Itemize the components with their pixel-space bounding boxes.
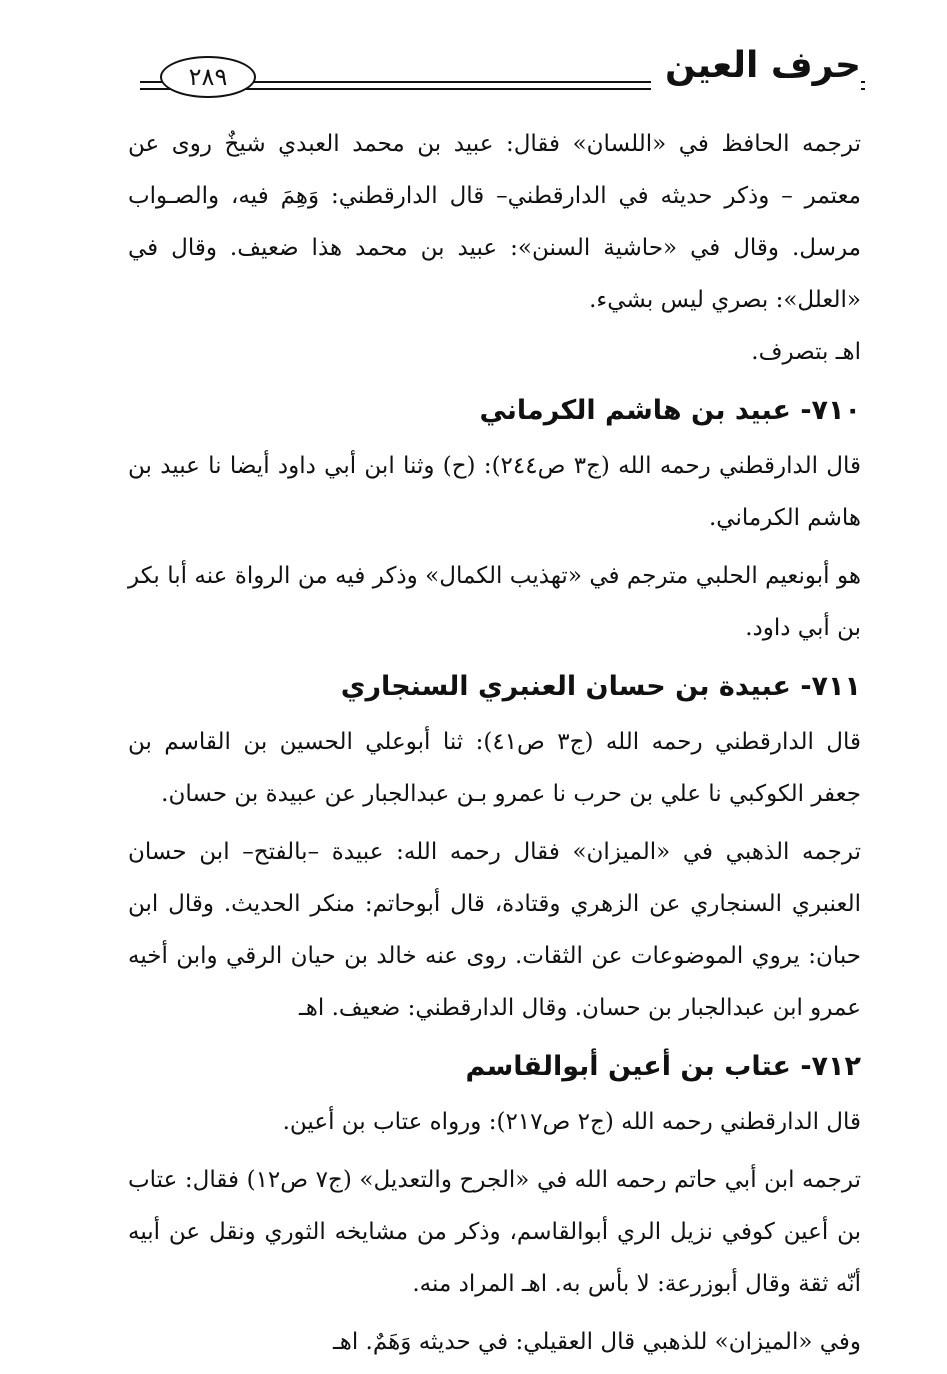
page-header (0, 0, 947, 112)
running-title: حرف العين (651, 42, 861, 90)
paragraph: قال الدارقطني رحمه الله (ج٣ ص٢٤٤): (ح) وثنا ابن أبي داود أيضا نا عبيد بن هاشم الكرماني. (128, 453, 861, 531)
paragraph: ترجمه ابن أبي حاتم رحمه الله في «الجرح والتعديل» (ج٧ ص١٢) فقال: عتاب بن أعين كوفي نزيل الري أبوالقاسم، وذكر من مشايخه الثوري ونقل عن أبيه أنّه ثقة وقال أبوزرعة: لا بأس به. اهـ المراد منه. (128, 1167, 861, 1297)
paragraph: هو أبونعيم الحلبي مترجم في «تهذيب الكمال» وذكر فيه من الرواة عنه أبا بكر بن أبي داود. (128, 563, 861, 641)
paragraph: وفي «الميزان» للذهبي قال العقيلي: في حديثه وَهَمٌ. اهـ (332, 1329, 861, 1355)
paragraph: اهـ بتصرف. (751, 339, 861, 365)
page-body (128, 118, 861, 1374)
paragraph: ترجمه الذهبي في «الميزان» فقال رحمه الله: عبيدة –بالفتح– ابن حسان العنبري السنجاري عن الزهري وقتادة، قال أبوحاتم: منكر الحديث. وقال ابن حبان: يروي الموضوعات عن الثقات. روى عنه خالد بن حيان الرقي وابن أخيه عمرو ابن عبدالجبار بن حسان. وقال الدارقطني: ضعيف. اهـ (128, 839, 861, 1021)
paragraph: قال الدارقطني رحمه الله (ج٣ ص٤١): ثنا أبوعلي الحسين بن القاسم بن جعفر الكوكبي نا علي بن حرب نا عمرو بـن عبدالجبار عن عبيدة بن حسان. (128, 729, 862, 807)
paragraph: ترجمه الحافظ في «اللسان» فقال: عبيد بن محمد العبدي شيخٌ روى عن معتمر – وذكر حديثه في الدارقطني– قال الدارقطني: وَهِمَ فيه، والصـواب مرسل. وقال في «حاشية السنن»: عبيد بن محمد هذا ضعيف. وقال في «العلل»: بصري ليس بشيء. (128, 131, 861, 313)
entry-heading-711: ٧١١- عبيدة بن حسان العنبري السنجاري (340, 671, 861, 702)
paragraph: قال الدارقطني رحمه الله (ج٢ ص٢١٧): ورواه عتاب بن أعين. (282, 1109, 861, 1135)
entry-heading-710: ٧١٠- عبيد بن هاشم الكرماني (479, 395, 861, 426)
page-number: ٢٨٩ (160, 56, 256, 98)
entry-heading-712: ٧١٢- عتاب بن أعين أبوالقاسم (465, 1051, 861, 1082)
